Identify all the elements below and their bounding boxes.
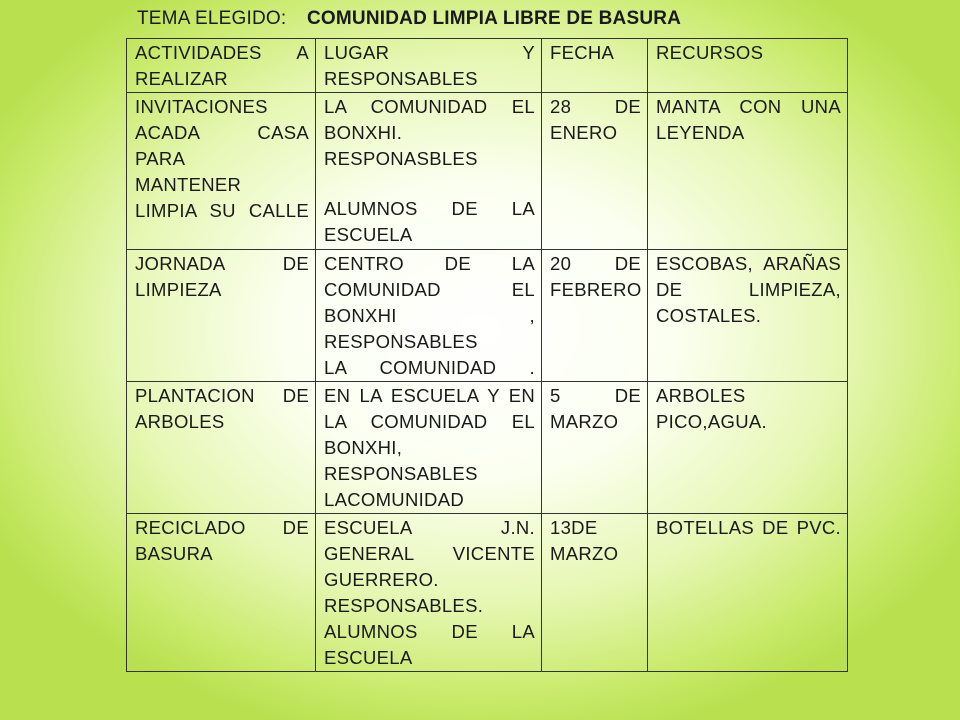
cell-line: GENERAL VICENTE [324, 543, 535, 564]
cell-line: ESCUELA J.N. [324, 517, 535, 538]
cell-line: ACADA CASA [135, 122, 309, 143]
cell-line: MARZO [550, 411, 619, 432]
cell-lugar [316, 93, 542, 250]
cell-line: RESPONSABLES [324, 463, 478, 484]
cell-line: ALUMNOS DE LA [324, 198, 535, 219]
cell-line: PLANTACION DE [135, 385, 309, 406]
cell-recursos [648, 93, 848, 250]
cell-line: BONXHI. [324, 122, 403, 143]
cell-actividad [127, 250, 316, 382]
cell-recursos [648, 382, 848, 514]
cell-line: MANTA CON UNA [656, 96, 841, 117]
cell-fecha [542, 250, 648, 382]
header-actividades [127, 39, 316, 93]
cell-recursos [648, 514, 848, 672]
header-fecha [542, 39, 648, 93]
cell-line: REALIZAR [135, 68, 228, 89]
cell-lugar [316, 514, 542, 672]
cell-recursos [648, 250, 848, 382]
cell-line: FECHA [550, 42, 615, 63]
line-gap [324, 172, 535, 196]
cell-line: RESPONSABLES [324, 331, 478, 352]
cell-line: LA COMUNIDAD EL [324, 411, 535, 432]
cell-line: RECURSOS [656, 42, 764, 63]
cell-line: BOTELLAS DE PVC. [656, 517, 841, 538]
cell-line: LACOMUNIDAD [324, 489, 465, 510]
cell-line: PICO,AGUA. [656, 411, 767, 432]
title-prefix: TEMA ELEGIDO: [137, 8, 287, 29]
cell-lugar [316, 250, 542, 382]
cell-line: RESPONSABLES [324, 68, 478, 89]
cell-line: EN LA ESCUELA Y EN [324, 385, 535, 406]
cell-fecha [542, 514, 648, 672]
cell-line: LA COMUNIDAD EL [324, 96, 535, 117]
table-row [127, 514, 848, 672]
cell-line: ESCOBAS, ARAÑAS [656, 253, 841, 274]
cell-line: 20 DE [550, 253, 641, 274]
cell-line: ACTIVIDADES A [135, 42, 309, 63]
cell-line: ALUMNOS DE LA [324, 621, 535, 642]
cell-line: RECICLADO DE [135, 517, 309, 538]
cell-line: INVITACIONES [135, 96, 268, 117]
title-topic: COMUNIDAD LIMPIA LIBRE DE BASURA [307, 8, 682, 29]
header-lugar [316, 39, 542, 93]
cell-line: LA COMUNIDAD . [324, 357, 535, 378]
cell-line: 28 DE [550, 96, 641, 117]
cell-fecha [542, 382, 648, 514]
cell-line: RESPONSABLES. [324, 595, 484, 616]
table-row [127, 382, 848, 514]
cell-line: CENTRO DE LA [324, 253, 535, 274]
cell-fecha [542, 93, 648, 250]
cell-line: DE LIMPIEZA, [656, 279, 841, 300]
cell-line: PARA [135, 148, 186, 169]
cell-line: BONXHI, [324, 437, 403, 458]
cell-line: LIMPIEZA [135, 279, 222, 300]
cell-line: LIMPIA SU CALLE [135, 200, 309, 221]
cell-lugar [316, 382, 542, 514]
cell-line: COMUNIDAD EL [324, 279, 535, 300]
cell-line: ARBOLES [135, 411, 225, 432]
cell-line: ENERO [550, 122, 618, 143]
cell-line: RESPONASBLES [324, 148, 478, 169]
table-row [127, 93, 848, 250]
cell-actividad [127, 382, 316, 514]
cell-line: BONXHI , [324, 305, 535, 326]
cell-line: 5 DE [550, 385, 641, 406]
cell-line: ARBOLES [656, 385, 746, 406]
activities-table [126, 38, 848, 672]
page-title [137, 8, 681, 30]
cell-line: BASURA [135, 543, 213, 564]
cell-line: LUGAR Y [324, 42, 535, 63]
header-recursos [648, 39, 848, 93]
activities-table-body [127, 39, 848, 672]
cell-line: LEYENDA [656, 122, 745, 143]
cell-line: ESCUELA [324, 224, 413, 245]
cell-line: JORNADA DE [135, 253, 309, 274]
cell-actividad [127, 93, 316, 250]
table-row [127, 250, 848, 382]
cell-actividad [127, 514, 316, 672]
cell-line: MANTENER [135, 174, 242, 195]
cell-line: COSTALES. [656, 305, 762, 326]
table-header-row [127, 39, 848, 93]
cell-line: GUERRERO. [324, 569, 439, 590]
cell-line: 13DE [550, 517, 598, 538]
cell-line: MARZO [550, 543, 619, 564]
cell-line: ESCUELA [324, 647, 413, 668]
cell-line: FEBRERO [550, 279, 642, 300]
